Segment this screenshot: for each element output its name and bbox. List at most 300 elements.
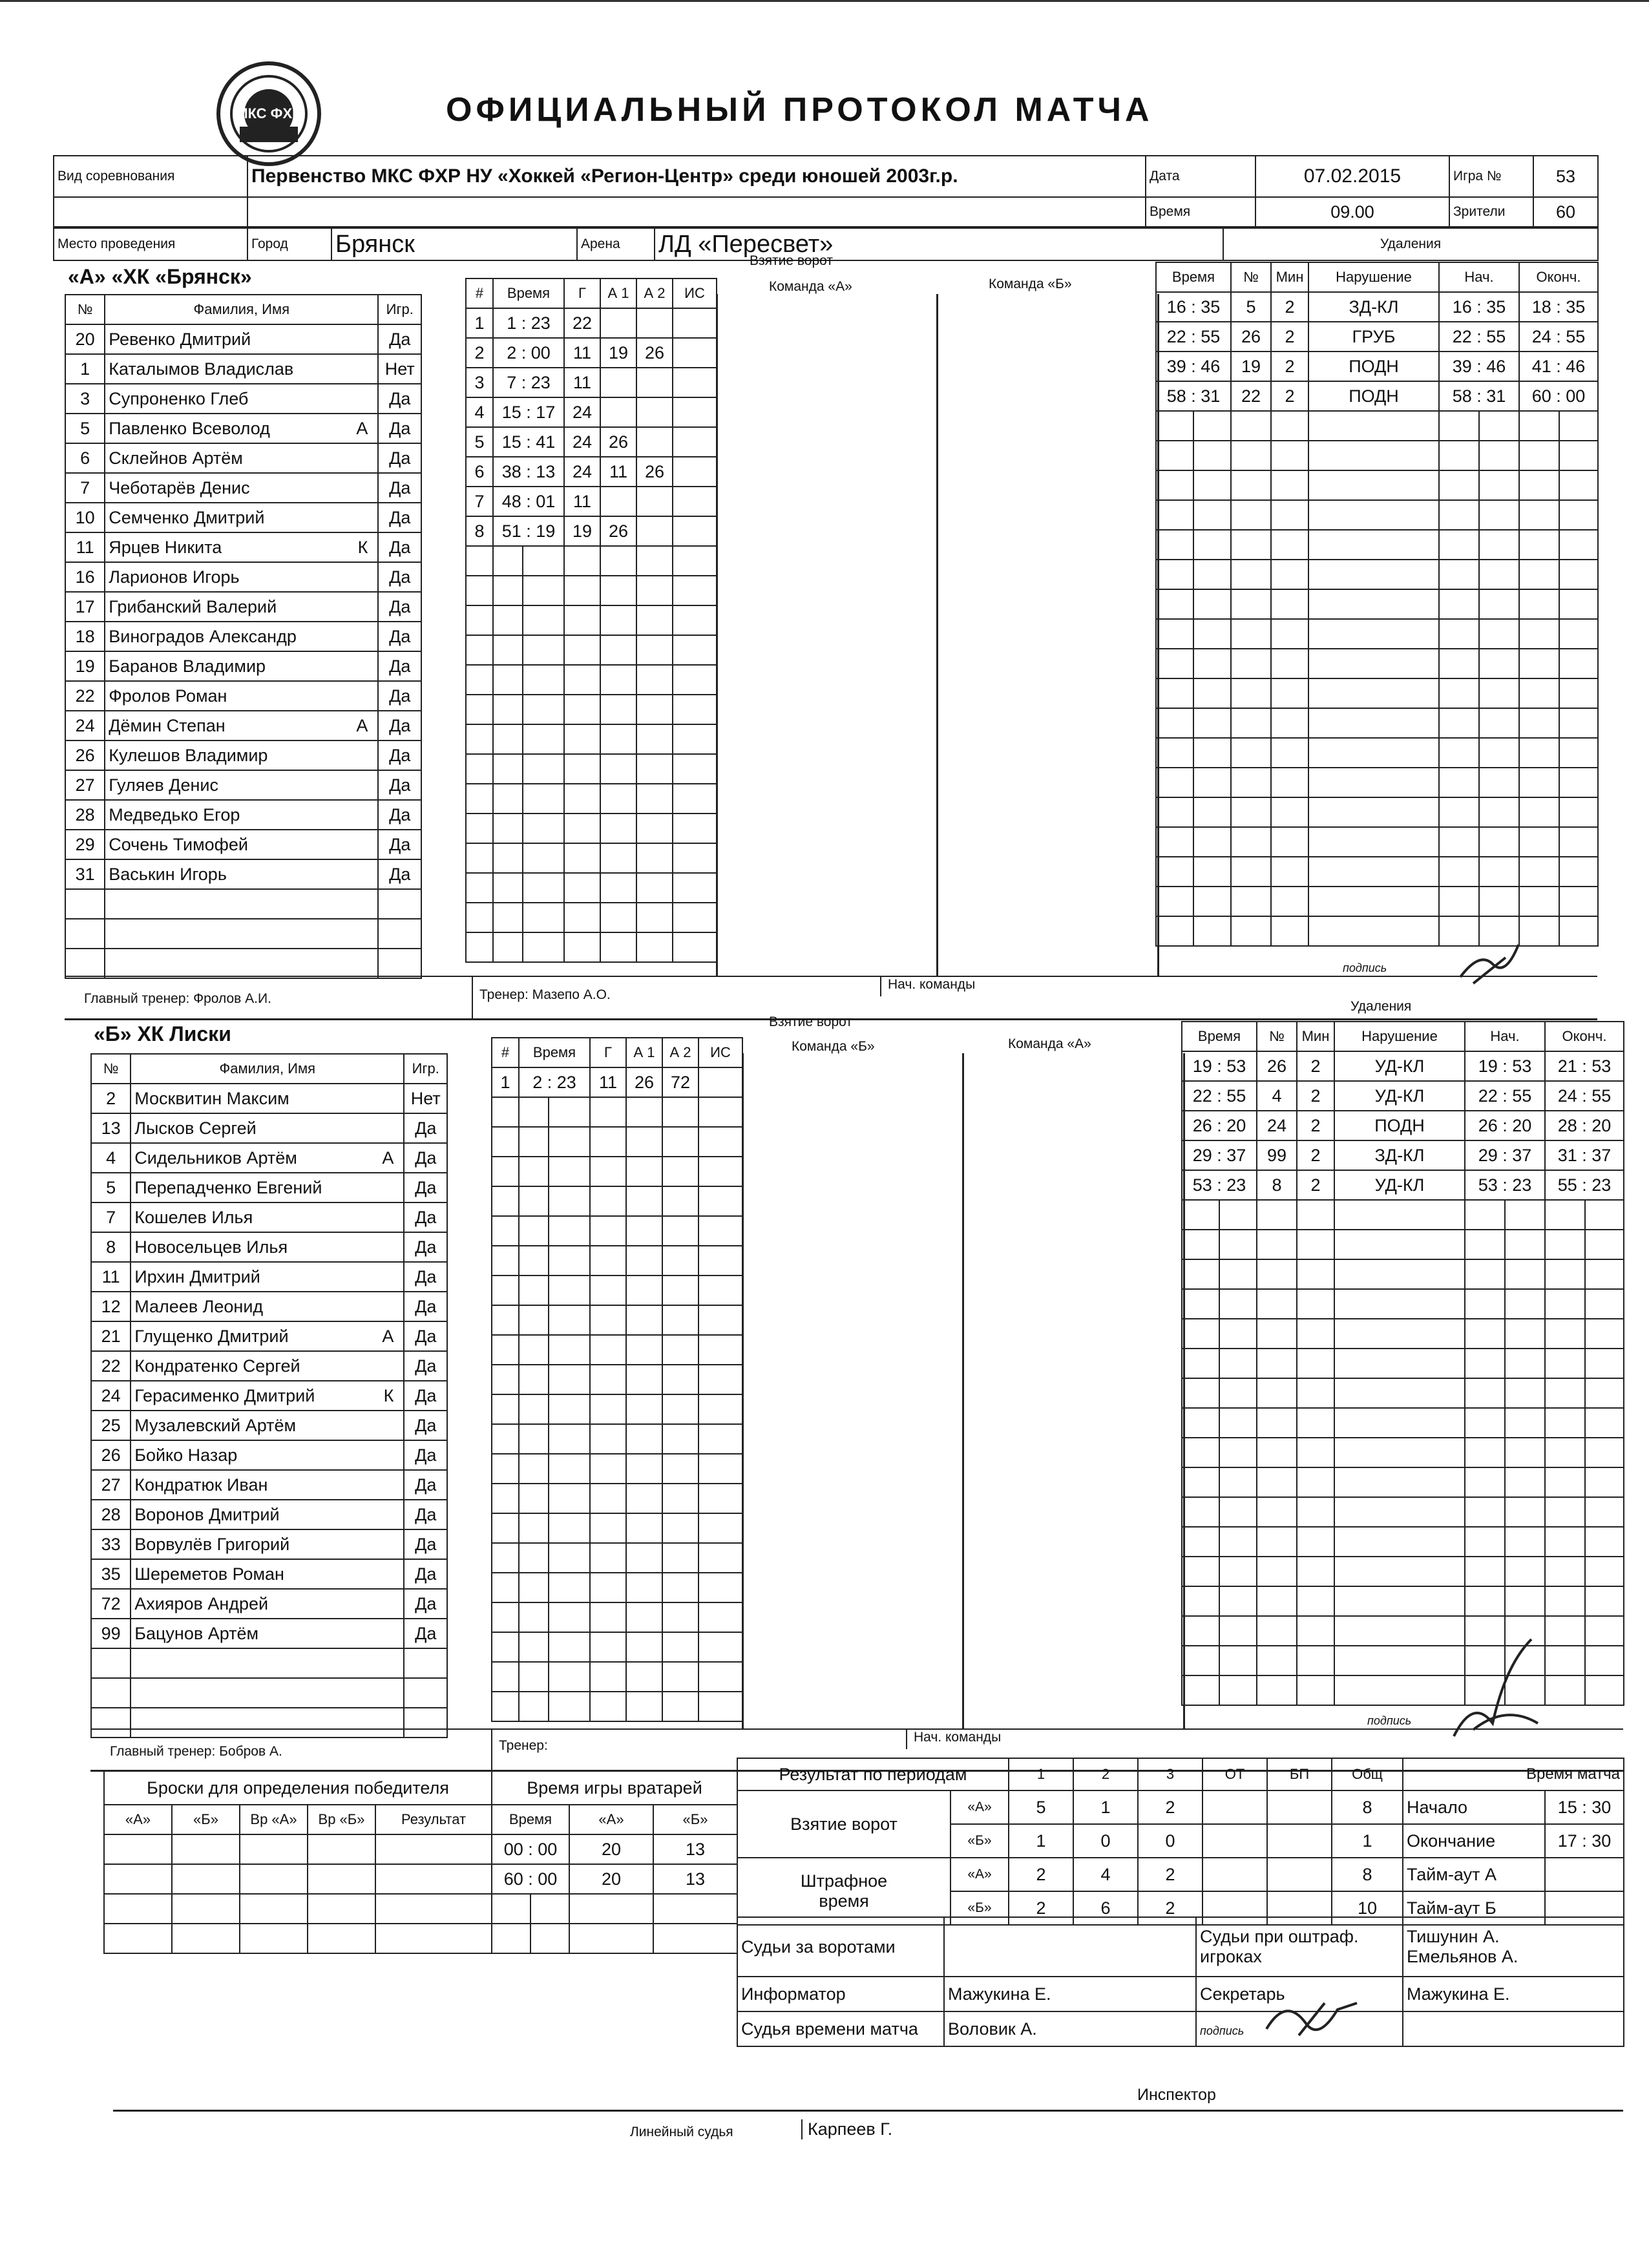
player-name-text: Лысков Сергей	[134, 1118, 257, 1138]
penalty-row	[1182, 1378, 1624, 1408]
goal-row	[492, 1484, 742, 1513]
penalty-row	[1182, 1438, 1624, 1467]
player-name	[105, 740, 378, 770]
col-goal-time: Время	[519, 1038, 590, 1067]
period-value: 2	[1138, 1858, 1203, 1891]
player-name	[105, 592, 378, 622]
goal-time: 15 : 17	[493, 397, 564, 427]
player-number: 21	[91, 1321, 131, 1351]
player-name-text: Павленко Всеволод	[109, 418, 270, 438]
player-name-text: Перепадченко Евгений	[134, 1177, 322, 1197]
penalty-row	[1156, 500, 1598, 530]
col-goal-time: Время	[493, 278, 564, 308]
player-name	[105, 681, 378, 711]
penalty-judge-1: Тишунин А.	[1407, 1927, 1500, 1946]
player-name	[131, 1173, 404, 1202]
penalty-row	[1182, 1319, 1624, 1349]
col-pen-player: №	[1231, 262, 1271, 292]
goal-situation	[673, 457, 717, 487]
goal-row	[492, 1662, 742, 1692]
player-played: Да	[404, 1292, 447, 1321]
goal-assist-2	[636, 368, 673, 397]
player-name	[105, 443, 378, 473]
goalie-a: 20	[569, 1834, 653, 1864]
player-played: Да	[378, 532, 421, 562]
player-played: Нет	[404, 1084, 447, 1113]
goal-assist-1	[600, 308, 636, 338]
team-a-penalties	[1155, 262, 1599, 947]
penalty-end: 41 : 46	[1519, 352, 1598, 381]
team-a-head-coach: Главный тренер: Фролов А.И.	[84, 991, 271, 1006]
period-team: «Б»	[951, 1891, 1009, 1925]
player-row	[91, 1232, 490, 1262]
player-role: А	[382, 1326, 394, 1346]
penalties-heading: Удаления	[1223, 228, 1598, 260]
player-played: Да	[378, 651, 421, 681]
player-name	[105, 324, 378, 354]
player-name-text: Фролов Роман	[109, 686, 227, 706]
player-row	[91, 1084, 490, 1113]
player-played: Да	[404, 1321, 447, 1351]
match-info-table	[53, 155, 1599, 227]
penalty-minutes: 2	[1271, 322, 1308, 352]
officials-table	[737, 1916, 1624, 2047]
penalty-row	[1182, 1557, 1624, 1586]
goal-assist-1	[600, 368, 636, 397]
player-name-text: Герасименко Дмитрий	[134, 1385, 315, 1405]
player-played: Да	[404, 1262, 447, 1292]
match-time-title: Время матча	[1403, 1758, 1624, 1790]
player-name	[131, 1202, 404, 1232]
player-number: 10	[65, 503, 105, 532]
player-role: А	[382, 1148, 394, 1168]
player-number: 31	[65, 859, 105, 889]
col-played: Игр.	[378, 295, 421, 324]
player-number: 11	[65, 532, 105, 562]
goal-scorer: 11	[564, 368, 600, 397]
player-row	[91, 1292, 490, 1321]
period-value: 4	[1073, 1858, 1138, 1891]
secretary-signature	[1260, 1990, 1363, 2048]
goal-row	[492, 1513, 742, 1543]
player-row	[91, 1321, 490, 1351]
period-value	[1267, 1790, 1332, 1824]
team-a-coach: Тренер: Мазепо А.О.	[472, 977, 611, 1018]
goal-row	[492, 1394, 742, 1424]
match-time-value: 17 : 30	[1545, 1824, 1624, 1858]
match-time-row	[1403, 1824, 1624, 1858]
goal-row	[466, 487, 717, 516]
penalty-row	[1156, 322, 1598, 352]
penalty-minutes: 2	[1297, 1140, 1334, 1170]
goal-scorer: 24	[564, 457, 600, 487]
col-shootout-b: «Б»	[172, 1805, 240, 1834]
penalty-time: 16 : 35	[1156, 292, 1231, 322]
period-value	[1203, 1858, 1267, 1891]
goal-assist-2: 26	[636, 457, 673, 487]
team-b-goal-grid	[742, 1053, 1185, 1728]
goalie-time-title: Время игры вратарей	[492, 1771, 737, 1805]
team-b-coach: Тренер:	[491, 1730, 548, 1770]
goal-row	[492, 1216, 742, 1246]
penalty-player: 4	[1257, 1081, 1297, 1111]
player-played: Нет	[378, 354, 421, 384]
player-played: Да	[378, 503, 421, 532]
goal-row	[466, 724, 717, 754]
penalty-offence: УД-КЛ	[1334, 1081, 1465, 1111]
penalty-row	[1156, 797, 1598, 827]
period-value: 1	[1332, 1824, 1403, 1858]
informator-label: Информатор	[737, 1977, 944, 2011]
penalty-offence: ПОДН	[1308, 352, 1439, 381]
penalty-offence: УД-КЛ	[1334, 1170, 1465, 1200]
period-value: 0	[1073, 1824, 1138, 1858]
player-played: Да	[378, 443, 421, 473]
period-value: 2	[1138, 1790, 1203, 1824]
col-pen-time: Время	[1182, 1022, 1257, 1051]
player-name	[105, 532, 378, 562]
player-number: 1	[65, 354, 105, 384]
empty-row	[65, 919, 465, 949]
goal-row	[466, 516, 717, 546]
player-row	[65, 503, 465, 532]
match-date: 07.02.2015	[1255, 156, 1449, 197]
player-name-text: Кондратенко Сергей	[134, 1356, 300, 1376]
goal-row	[492, 1602, 742, 1632]
date-label: Дата	[1146, 156, 1255, 197]
team-b-penalties-heading: Удаления	[1350, 999, 1412, 1014]
penalty-time: 58 : 31	[1156, 381, 1231, 411]
player-number: 17	[65, 592, 105, 622]
player-number: 19	[65, 651, 105, 681]
player-number: 5	[91, 1173, 131, 1202]
competition-name: Первенство МКС ФХР НУ «Хоккей «Регион-Центр» среди юношей 2003г.р.	[247, 156, 1146, 197]
goal-time: 2 : 23	[519, 1067, 590, 1097]
player-name-text: Грибанский Валерий	[109, 596, 277, 616]
team-b-goals	[491, 1037, 743, 1722]
penalty-time: 22 : 55	[1156, 322, 1231, 352]
player-name	[131, 1084, 404, 1113]
player-row	[65, 800, 465, 830]
player-number: 7	[91, 1202, 131, 1232]
player-name-text: Воронов Дмитрий	[134, 1504, 280, 1524]
player-name	[131, 1440, 404, 1470]
penalty-start: 58 : 31	[1439, 381, 1519, 411]
penalty-row	[1182, 1675, 1624, 1705]
player-played: Да	[404, 1529, 447, 1559]
col-shootout-goalie-a: Вр «А»	[240, 1805, 308, 1834]
player-name	[105, 651, 378, 681]
penalty-end: 21 : 53	[1545, 1051, 1624, 1081]
player-played: Да	[378, 324, 421, 354]
competition-label: Вид соревнования	[54, 156, 247, 197]
goal-assist-1: 19	[600, 338, 636, 368]
match-time-label: Начало	[1403, 1790, 1545, 1824]
player-number: 35	[91, 1559, 131, 1589]
player-name	[131, 1619, 404, 1648]
player-number: 99	[91, 1619, 131, 1648]
col-shootout-a: «А»	[104, 1805, 172, 1834]
player-row	[91, 1143, 490, 1173]
player-name-text: Семченко Дмитрий	[109, 507, 265, 527]
goal-row	[466, 546, 717, 576]
player-number: 24	[65, 711, 105, 740]
game-number: 53	[1533, 156, 1598, 197]
player-number: 27	[65, 770, 105, 800]
player-name	[105, 503, 378, 532]
page-title: ОФИЦИАЛЬНЫЙ ПРОТОКОЛ МАТЧА	[446, 91, 1153, 129]
period-value: 8	[1332, 1790, 1403, 1824]
player-name-text: Виноградов Александр	[109, 626, 297, 646]
player-number: 4	[91, 1143, 131, 1173]
player-number: 13	[91, 1113, 131, 1143]
player-played: Да	[378, 711, 421, 740]
player-played: Да	[378, 859, 421, 889]
player-number: 25	[91, 1411, 131, 1440]
player-row	[91, 1470, 490, 1500]
team-b-col-b-heading: Команда «Б»	[792, 1039, 875, 1054]
period-value	[1203, 1824, 1267, 1858]
team-a-roster	[65, 294, 465, 979]
team-a-goals-heading: Взятие ворот	[750, 253, 833, 268]
player-number: 5	[65, 414, 105, 443]
player-row	[65, 740, 465, 770]
player-name-text: Бацунов Артём	[134, 1623, 259, 1643]
linesman-label: Линейный судья	[630, 2125, 733, 2139]
penalty-row	[1182, 1289, 1624, 1319]
inspector-label: Инспектор	[1137, 2086, 1216, 2104]
team-a-col-a-heading: Команда «А»	[769, 279, 852, 294]
col-situation: ИС	[673, 278, 717, 308]
player-row	[91, 1589, 490, 1619]
player-row	[91, 1619, 490, 1648]
penalty-offence: ПОДН	[1334, 1111, 1465, 1140]
goal-situation	[673, 368, 717, 397]
emblem-text: МКС ФХР	[236, 105, 302, 121]
col-pen-offence: Нарушение	[1308, 262, 1439, 292]
penalty-minutes: 2	[1297, 1051, 1334, 1081]
team-b-signature-label: подпись	[1367, 1714, 1412, 1727]
period-team: «Б»	[951, 1824, 1009, 1858]
player-number: 22	[91, 1351, 131, 1381]
player-name	[131, 1559, 404, 1589]
col-goal-scorer: Г	[590, 1038, 626, 1067]
penalty-end: 18 : 35	[1519, 292, 1598, 322]
goal-number: 6	[466, 457, 493, 487]
penalty-row	[1156, 530, 1598, 560]
penalty-player: 26	[1231, 322, 1271, 352]
player-name	[105, 473, 378, 503]
player-name-text: Музалевский Артём	[134, 1415, 297, 1435]
player-name	[131, 1411, 404, 1440]
goal-row	[466, 843, 717, 873]
col-name: Фамилия, Имя	[131, 1054, 404, 1084]
player-role: К	[383, 1385, 394, 1405]
goalie-b: 13	[653, 1834, 737, 1864]
goal-time: 51 : 19	[493, 516, 564, 546]
col-period-1: 1	[1009, 1758, 1073, 1790]
team-a-captain-label: Нач. команды	[880, 977, 975, 996]
period-value: 6	[1073, 1891, 1138, 1925]
period-row	[737, 1790, 1403, 1824]
col-goalie-a: «А»	[569, 1805, 653, 1834]
goal-row	[492, 1097, 742, 1127]
team-b-penalties	[1181, 1021, 1624, 1706]
penalty-minutes: 2	[1297, 1081, 1334, 1111]
player-name	[131, 1113, 404, 1143]
goal-assist-2	[636, 397, 673, 427]
penalty-row	[1182, 1646, 1624, 1675]
player-name	[131, 1292, 404, 1321]
goal-assist-2	[636, 516, 673, 546]
team-b-head-coach: Главный тренер: Бобров А.	[110, 1744, 282, 1759]
player-played: Да	[404, 1143, 447, 1173]
col-pen-start: Нач.	[1465, 1022, 1545, 1051]
player-played: Да	[378, 800, 421, 830]
pim-row-label: Штрафное время	[737, 1858, 951, 1925]
penalty-row	[1182, 1140, 1624, 1170]
goal-number: 7	[466, 487, 493, 516]
timekeeper-label: Судья времени матча	[737, 2011, 944, 2046]
goal-time: 7 : 23	[493, 368, 564, 397]
player-name-text: Бойко Назар	[134, 1445, 238, 1465]
goal-row	[466, 754, 717, 784]
penalty-judges-label: Судьи при оштраф. игроках	[1196, 1917, 1403, 1977]
goalie-b: 13	[653, 1864, 737, 1894]
penalty-player: 26	[1257, 1051, 1297, 1081]
player-row	[65, 324, 465, 354]
empty-row	[65, 889, 465, 919]
player-number: 22	[65, 681, 105, 711]
match-time-table	[1402, 1758, 1624, 1926]
player-played: Да	[404, 1232, 447, 1262]
penalty-minutes: 2	[1271, 352, 1308, 381]
col-assist-2: А 2	[636, 278, 673, 308]
penalty-row	[1156, 470, 1598, 500]
player-row	[65, 859, 465, 889]
player-name	[105, 562, 378, 592]
team-a-col-b-heading: Команда «Б»	[989, 277, 1072, 291]
penalty-judge-2: Емельянов А.	[1407, 1947, 1518, 1966]
penalty-start: 22 : 55	[1465, 1081, 1545, 1111]
player-row	[91, 1529, 490, 1559]
goal-row	[492, 1692, 742, 1721]
player-name	[131, 1321, 404, 1351]
team-b-captain-label: Нач. команды	[906, 1730, 1001, 1749]
goal-number: 1	[492, 1067, 519, 1097]
goal-situation	[673, 487, 717, 516]
city-name: Брянск	[331, 228, 577, 260]
penalty-end: 24 : 55	[1545, 1081, 1624, 1111]
goal-row	[466, 784, 717, 814]
player-played: Да	[378, 770, 421, 800]
goal-row	[466, 605, 717, 635]
player-name	[131, 1589, 404, 1619]
penalty-row	[1156, 827, 1598, 857]
goal-number: 8	[466, 516, 493, 546]
penalty-time: 22 : 55	[1182, 1081, 1257, 1111]
goal-number: 5	[466, 427, 493, 457]
player-name-text: Супроненко Глеб	[109, 388, 249, 408]
player-played: Да	[404, 1381, 447, 1411]
period-team: «А»	[951, 1790, 1009, 1824]
goal-row	[492, 1127, 742, 1157]
goal-time: 15 : 41	[493, 427, 564, 457]
penalty-row	[1182, 1349, 1624, 1378]
goal-assist-2	[636, 487, 673, 516]
player-name	[131, 1232, 404, 1262]
col-goalie-time: Время	[492, 1805, 569, 1834]
col-pen-start: Нач.	[1439, 262, 1519, 292]
penalty-row	[1182, 1230, 1624, 1259]
goal-situation	[673, 308, 717, 338]
col-name: Фамилия, Имя	[105, 295, 378, 324]
goal-scorer: 24	[564, 427, 600, 457]
col-goalie-b: «Б»	[653, 1805, 737, 1834]
period-value	[1267, 1858, 1332, 1891]
penalty-player: 22	[1231, 381, 1271, 411]
player-role: А	[356, 418, 368, 438]
col-pen-time: Время	[1156, 262, 1231, 292]
spectators-count: 60	[1533, 197, 1598, 227]
col-pen-end: Оконч.	[1519, 262, 1598, 292]
player-number: 29	[65, 830, 105, 859]
col-assist-1: А 1	[626, 1038, 662, 1067]
player-row	[65, 681, 465, 711]
goal-row	[492, 1335, 742, 1365]
goalie-time: 60 : 00	[492, 1864, 569, 1894]
player-name	[105, 354, 378, 384]
goal-scorer: 11	[590, 1067, 626, 1097]
player-row	[91, 1559, 490, 1589]
spectators-label: Зрители	[1449, 197, 1533, 227]
penalty-minutes: 2	[1297, 1170, 1334, 1200]
period-value: 5	[1009, 1790, 1073, 1824]
player-name-text: Каталымов Владислав	[109, 359, 294, 379]
player-played: Да	[378, 830, 421, 859]
arena-label: Арена	[577, 228, 655, 260]
col-pen-min: Мин	[1271, 262, 1308, 292]
player-name	[131, 1351, 404, 1381]
period-value	[1203, 1790, 1267, 1824]
penalty-row	[1156, 708, 1598, 738]
player-played: Да	[404, 1619, 447, 1648]
goalie-row	[492, 1864, 737, 1894]
player-row	[65, 473, 465, 503]
penalty-row	[1156, 887, 1598, 916]
penalty-minutes: 2	[1271, 381, 1308, 411]
player-row	[65, 414, 465, 443]
goal-assist-1	[600, 487, 636, 516]
player-name-text: Новосельцев Илья	[134, 1237, 288, 1257]
player-number: 26	[91, 1440, 131, 1470]
penalty-row	[1182, 1497, 1624, 1527]
player-name-text: Дёмин Степан	[109, 715, 226, 735]
player-played: Да	[404, 1173, 447, 1202]
player-name	[105, 622, 378, 651]
penalty-end: 60 : 00	[1519, 381, 1598, 411]
penalty-row	[1182, 1408, 1624, 1438]
penalty-row	[1156, 589, 1598, 619]
col-shootout-result: Результат	[375, 1805, 492, 1834]
goal-number: 2	[466, 338, 493, 368]
period-value: 10	[1332, 1891, 1403, 1925]
goal-row	[466, 308, 717, 338]
goal-row	[466, 635, 717, 665]
player-name-text: Кондратюк Иван	[134, 1475, 268, 1495]
player-number: 18	[65, 622, 105, 651]
player-name-text: Малеев Леонид	[134, 1296, 264, 1316]
